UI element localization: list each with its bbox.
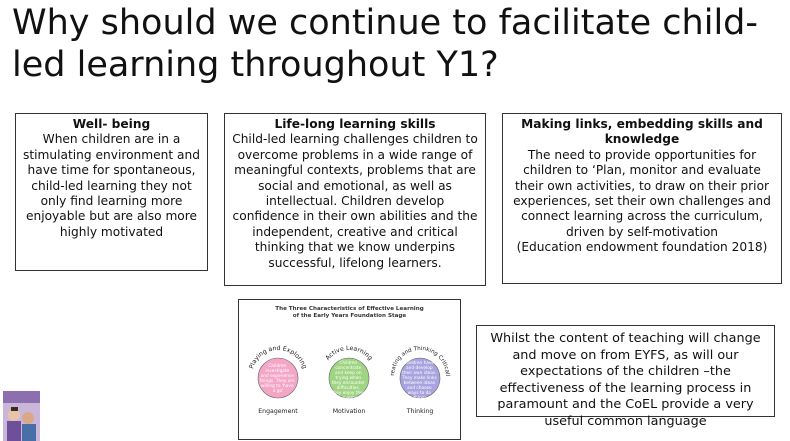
lifelong-learning-box	[224, 113, 486, 286]
arc-label-playing-exploring: Playing and Exploring	[248, 344, 308, 370]
circle-text-creating-thinking: Children have and develop their own ideas. They make links between ideas and choose ways to do things	[401, 361, 437, 401]
making-links-citation: (Education endowment foundation 2018)	[516, 240, 768, 255]
lifelong-learning-heading: Life-long learning skills	[274, 117, 436, 131]
coel-text: Whilst the content of teaching will change and move on from EYFS, as will our expectations of the children –the effectiveness of the learning process in paramount and the CoEL provide a very useful common language	[490, 331, 761, 429]
coel-box	[476, 325, 775, 429]
book-cover-thumbnail	[3, 391, 40, 441]
wellbeing-text: When children are in a stimulating environment and have time for spontaneous, child-led learning they not only find learning more enjoyable but are also more highly motivated	[23, 132, 200, 239]
coel-diagram	[238, 299, 461, 440]
circle-playing-exploring	[248, 345, 308, 415]
arc-label-active-learning: Active Learning	[324, 344, 374, 362]
diagram-title-line2: of the Early Years Foundation Stage	[292, 313, 407, 319]
circle-text-playing-exploring: Children investigate and experience things. They are willing to 'have a go'	[259, 364, 295, 394]
circle-text-active-learning: Children concentrate and keep on trying when they encounter difficulties. They enjoy their achievements	[330, 361, 366, 401]
bottom-label-motivation: Motivation	[332, 408, 366, 415]
lifelong-learning-text: Child-led learning challenges children to overcome problems in a wide range of meaningful contexts, problems that are social and emotional, as well as intellectual. Children develop confidence in their own abilities and the independent, creative and critical thinking that we know underpins successful, lifelong learners.	[232, 132, 478, 270]
arc-label-creating-thinking: reating and Thinking Criticall	[389, 345, 451, 377]
bottom-label-thinking: Thinking	[406, 408, 434, 415]
making-links-heading: Making links, embedding skills and knowledge	[521, 117, 763, 147]
making-links-text: The need to provide opportunities for children to ‘Plan, monitor and evaluate their own activities, to draw on their prior experiences, set their own challenges and connect learning across the curriculum, driven by self-motivation	[513, 147, 771, 239]
making-links-box	[502, 113, 782, 284]
diagram-title-line1: The Three Characteristics of Effective Learning	[275, 306, 424, 312]
circle-active-learning	[324, 345, 373, 415]
bottom-label-engagement: Engagement	[258, 408, 298, 415]
slide-title: Why should we continue to facilitate child-led learning throughout Y1?	[12, 3, 759, 85]
diagram-circles	[239, 300, 460, 439]
wellbeing-box	[15, 113, 208, 271]
wellbeing-heading: Well- being	[72, 117, 151, 131]
